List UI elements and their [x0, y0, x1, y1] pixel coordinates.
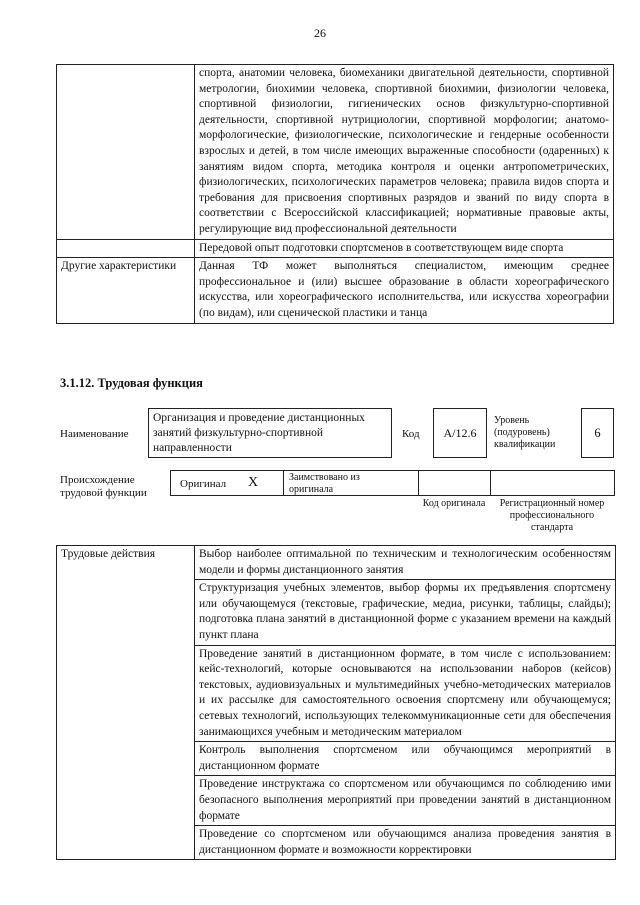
labor-action: Контроль выполнения спортсменом или обучающимся мероприятий в дистанционном формате — [195, 742, 616, 776]
labor-action: Проведение инструктажа со спортсменом или обучающимся по соблюдению ими безопасного выполнения мероприятий при проведении занятий в дистанционном формате — [195, 776, 616, 826]
level-label: Уровень (подуровень) квалификации — [494, 415, 556, 450]
knowledge-table — [56, 64, 614, 324]
other-characteristics-text: Данная ТФ может выполняться специалистом, имеющим среднее профессиональное и (или) высшее образование в области хореографического искусства, или хореографического исполнительства, или искусства хореографии (по видам), или сценической пластики и танца — [195, 258, 614, 323]
knowledge-text: Передовой опыт подготовки спортсменов в соответствующем виде спорта — [195, 239, 614, 258]
origin-label: Происхождение трудовой функции — [60, 474, 147, 499]
origin-row — [170, 470, 615, 496]
code-original-caption: Код оригинала — [422, 498, 486, 509]
origin-divider — [418, 470, 419, 496]
table-row — [57, 239, 614, 258]
section-heading: 3.1.12. Трудовая функция — [60, 376, 203, 390]
row-label — [57, 239, 195, 258]
code-value: A/12.6 — [443, 425, 477, 440]
name-label: Наименование — [60, 428, 129, 440]
labor-action: Проведение со спортсменом или обучающимся анализа проведения занятия в дистанционном формате и возможности корректировки — [195, 826, 616, 860]
origin-divider — [490, 470, 491, 496]
registration-caption: Регистрационный номер профессионального стандарта — [499, 498, 605, 533]
labor-action: Проведение занятий в дистанционном формате, в том числе с использованием: кейс-технологий, которые основываются на использовании наборов (кейсов) текстовых, аудиовизуальных и мультимедийных учебно-методических материалов и их рассылке для самостоятельного освоения спортсмену или обучающемуся; сетевых технологий, использующих телекоммуникационные сети для обеспечения занимающихся учебным и методическим материалом — [195, 645, 616, 742]
original-mark: X — [248, 475, 259, 490]
labor-actions-label: Трудовые действия — [57, 546, 195, 860]
code-value-box — [433, 408, 487, 458]
name-value-box — [148, 408, 392, 458]
level-value-box — [581, 408, 614, 458]
table-row — [57, 65, 614, 240]
table-row — [57, 546, 616, 580]
row-label-other: Другие характеристики — [57, 258, 195, 323]
code-label: Код — [402, 428, 420, 440]
original-label: Оригинал — [180, 478, 227, 490]
page-number: 26 — [314, 26, 326, 40]
labor-actions-table — [56, 545, 616, 860]
knowledge-text: спорта, анатомии человека, биомеханики двигательной деятельности, спортивной метрологии, биохимии человека, спортивной биохимии, физиологии человека, спортивной физиологии, гигиенических основ физкультурно-спортивной деятельности, спортивной нутрициологии, спортивной морфологии; анатомо-морфологические, физиологические, психологические и гендерные особенности взрослых и детей, в том числе имеющих выраженные способности (одаренных) к занятиям видом спорта, методика контроля и оценки антропометрических, физиологических, психологических параметров человека; правила видов спорта и требования для присвоения спортивных разрядов и званий по виду спорта в соответствии с Всероссийской классификацией; нормативные правовые акты, регулирующие вид профессиональной деятельности — [195, 65, 614, 240]
table-row — [57, 258, 614, 323]
row-label — [57, 65, 195, 240]
origin-divider — [283, 470, 284, 496]
name-value: Организация и проведение дистанционных занятий физкультурно-спортивной направленности — [153, 412, 365, 454]
labor-action: Выбор наиболее оптимальной по техническим и технологическим особенностям модели и формы дистанционного занятия — [195, 546, 616, 580]
borrowed-label: Заимствовано из оригинала — [289, 472, 360, 495]
level-value: 6 — [594, 425, 601, 440]
labor-action: Структуризация учебных элементов, выбор формы их предъявления спортсмену или обучающемуся (текстовые, графические, медиа, рисунки, таблицы, слайды); подготовка плана занятий в дистанционной форме с указанием времени на каждый пункт плана — [195, 580, 616, 645]
